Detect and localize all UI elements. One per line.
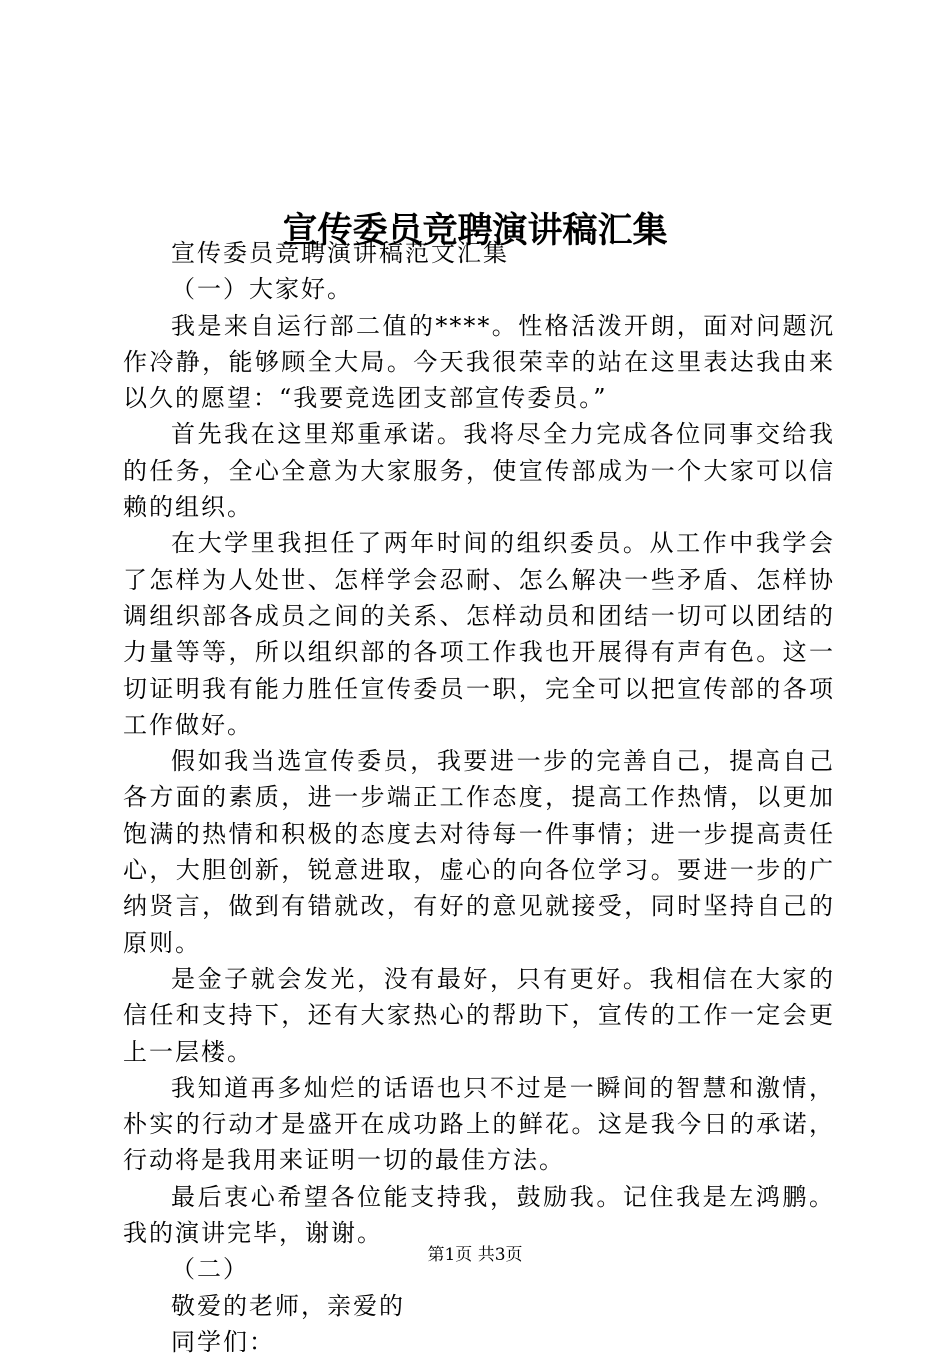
- page-number: 第1页 共3页: [427, 1245, 523, 1265]
- paragraph-closing: 最后衷心希望各位能支持我，鼓励我。记住我是左鸿鹏。我的演讲完毕，谢谢。: [123, 1182, 835, 1248]
- paragraph-confidence: 是金子就会发光，没有最好，只有更好。我相信在大家的信任和支持下，还有大家热心的帮助下，宣传的工作一定会更上一层楼。: [123, 964, 835, 1066]
- paragraph-plan: 假如我当选宣传委员，我要进一步的完善自己，提高自己各方面的素质，进一步端正工作态度，提高工作热情，以更加饱满的热情和积极的态度去对待每一件事情；进一步提高责任心，大胆创新，锐意进取，虚心的向各位学习。要进一步的广纳贤言，做到有错就改，有好的意见就接受，同时坚持自己的原则。: [123, 747, 835, 957]
- paragraph-section-one: （一）大家好。: [171, 275, 353, 304]
- paragraph-promise: 首先我在这里郑重承诺。我将尽全力完成各位同事交给我的任务，全心全意为大家服务，使宣传部成为一个大家可以信赖的组织。: [123, 420, 835, 522]
- paragraph-action: 我知道再多灿烂的话语也只不过是一瞬间的智慧和激情，朴实的行动才是盛开在成功路上的鲜花。这是我今日的承诺，行动将是我用来证明一切的最佳方法。: [123, 1073, 835, 1175]
- paragraph-section-two: （二）: [171, 1255, 249, 1284]
- paragraph-greeting-students: 同学们：: [171, 1327, 275, 1356]
- document-body: [123, 235, 835, 1360]
- paragraph-greeting-teachers: 敬爱的老师，亲爱的: [171, 1291, 405, 1320]
- paragraph-intro: 我是来自运行部二值的****。性格活泼开朗，面对问题沉作冷静，能够顾全大局。今天我很荣幸的站在这里表达我由来以久的愿望：“我要竞选团支部宣传委员。”: [123, 311, 835, 413]
- document-title: 宣传委员竞聘演讲稿汇集: [282, 210, 668, 252]
- paragraph-subtitle: 宣传委员竞聘演讲稿范文汇集: [171, 239, 509, 267]
- paragraph-experience: 在大学里我担任了两年时间的组织委员。从工作中我学会了怎样为人处世、怎样学会忍耐、怎么解决一些矛盾、怎样协调组织部各成员之间的关系、怎样动员和团结一切可以团结的力量等等，所以组织部的各项工作我也开展得有声有色。这一切证明我有能力胜任宣传委员一职，完全可以把宣传部的各项工作做好。: [123, 529, 835, 739]
